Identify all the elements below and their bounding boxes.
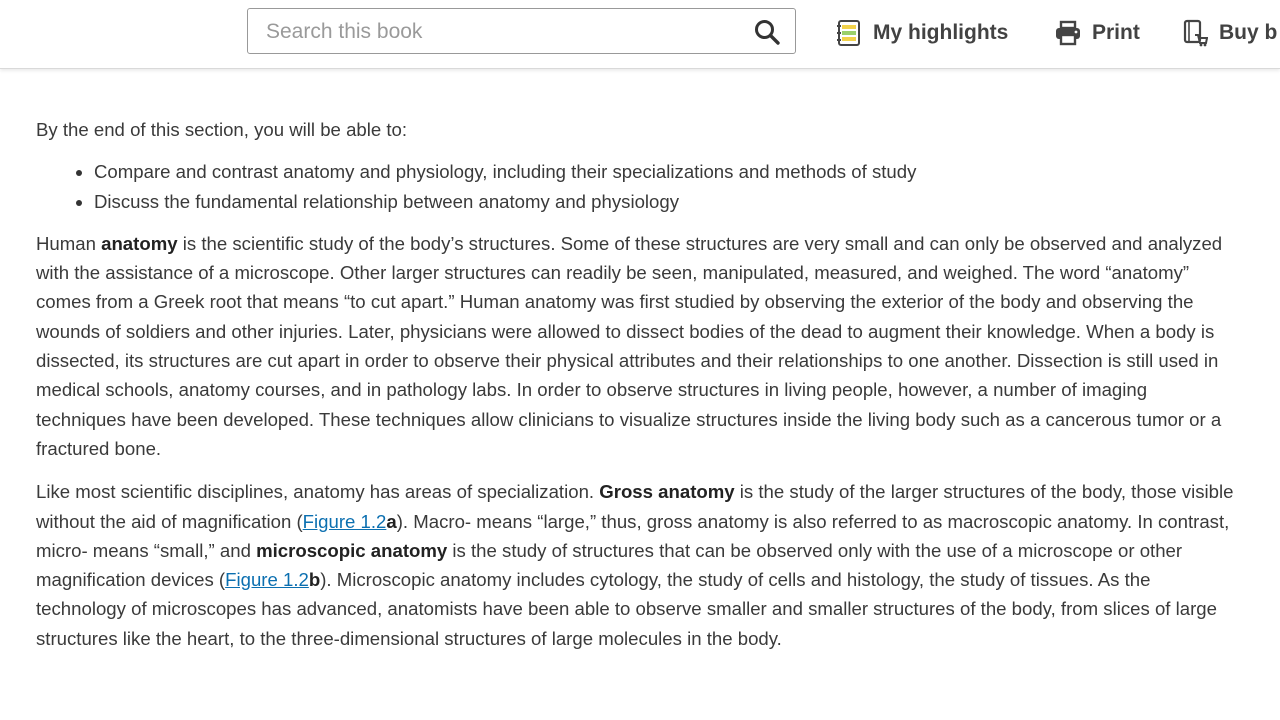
- search-input[interactable]: [264, 9, 738, 55]
- my-highlights-button[interactable]: [834, 16, 1008, 50]
- printer-icon: [1053, 18, 1083, 48]
- text-span: Human: [36, 232, 102, 254]
- text-span: is the scientific study of the body’s structures. Some of these structures are very small and can only be observed and analyzed with the assistance of a microscope. Other larger structures can readily be seen, manipulated, measured, and weighed. The word “anatomy” comes from a Greek root that means “to cut apart.” Human anatomy was first studied by observing the exterior of the body and observing the wounds of soldiers and other injuries. Later, physicians were allowed to dissect bodies of the dead to augment their knowledge. When a body is dissected, its structures are cut apart in order to observe their physical attributes and their relationships to one another. Dissection is still used in medical schools, anatomy courses, and in pathology labs. In order to observe structures in living people, however, a number of imaging techniques have been developed. These techniques allow clinicians to visualize structures inside the living body such as a cancerous tumor or a fractured bone.: [36, 232, 1223, 459]
- figure-suffix: a: [386, 510, 397, 532]
- my-highlights-label: My highlights: [873, 21, 1009, 44]
- figure-suffix: b: [308, 569, 321, 591]
- search-box: [247, 8, 796, 54]
- paragraph-anatomy-definition: [36, 229, 1241, 463]
- buy-book-button[interactable]: [1180, 16, 1277, 50]
- text-span: ). Macro- means “large,” thus, gross anatomy is also referred to as macroscopic anatomy. In contrast, micro- means “small,” and: [36, 510, 1230, 561]
- book-cart-icon: [1180, 18, 1210, 48]
- learning-objectives-list: [36, 157, 1241, 216]
- buy-book-label: Buy b: [1219, 21, 1278, 44]
- objective-item: Compare and contrast anatomy and physiology, including their specializations and methods of study: [94, 157, 1241, 186]
- text-span: is the study of structures that can be observed only with the use of a microscope or other magnification devices (: [36, 539, 1183, 591]
- notebook-icon: [834, 18, 864, 48]
- text-span: is the study of the larger structures of the body, those visible without the aid of magnification (: [36, 481, 1234, 532]
- text-span: Like most scientific disciplines, anatomy has areas of specialization.: [36, 481, 600, 503]
- key-term-microscopic-anatomy: microscopic anatomy: [256, 539, 448, 561]
- section-content: [36, 108, 1241, 667]
- top-toolbar: [0, 0, 1280, 69]
- print-label: Print: [1092, 21, 1140, 44]
- paragraph-anatomy-specializations: [36, 477, 1241, 653]
- print-button[interactable]: [1053, 16, 1140, 50]
- figure-link-1-2a[interactable]: Figure 1.2: [302, 510, 387, 532]
- figure-link-1-2b[interactable]: Figure 1.2: [225, 569, 309, 591]
- learning-objectives-intro: By the end of this section, you will be able to:: [36, 119, 408, 140]
- objective-item: Discuss the fundamental relationship between anatomy and physiology: [94, 187, 1241, 216]
- key-term-anatomy: anatomy: [101, 232, 178, 254]
- key-term-gross-anatomy: Gross anatomy: [599, 481, 735, 503]
- search-icon[interactable]: [753, 18, 781, 46]
- text-span: ). Microscopic anatomy includes cytology, the study of cells and histology, the study of tissues. As the technology of microscopes has advanced, anatomists have been able to observe smaller and smaller structures of the body, from slices of large structures like the heart, to the three-dimensional structures of large molecules in the body.: [36, 569, 1217, 649]
